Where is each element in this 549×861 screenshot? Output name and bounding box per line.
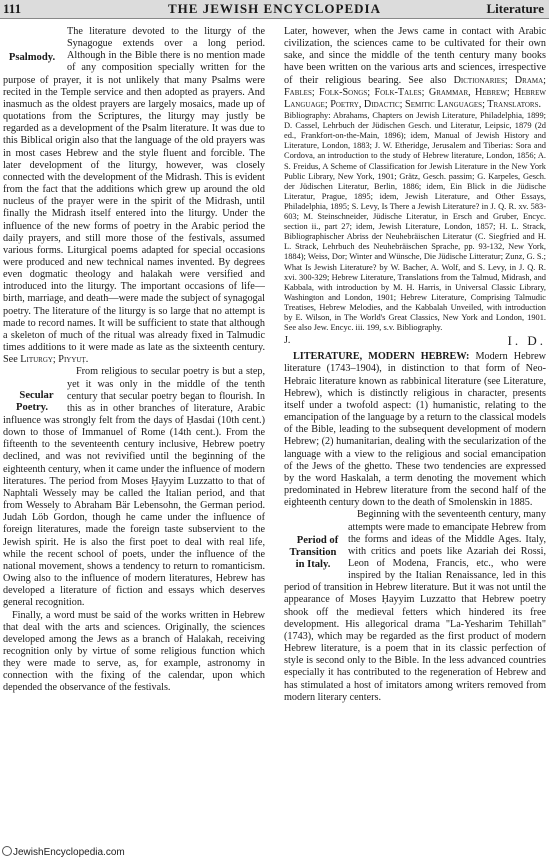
signature-right: I. D. [507,333,546,349]
liturgy-text: The literature devoted to the liturgy of the Synagogue extends over a long period. Although in the Bible there is no mention made of any composition specially written for the purpose of prayer, it is not unlikely that many Psalms were recited in the Temple service and then adopted as prayers. And inasmuch as the oldest prayers are largely mosaics, made up of quotations from the Scriptures, the liturgy may justly be regarded as a development of the Psalm literature. It was due to this Biblical origin also that the language of the old prayers was in most cases Hebrew and the style fluent and forcible. The later development of the liturgy, however, was closely connected with the development of the Midrash. This is evident from the fact that the additions which grew up around the old nucleus of the prayer were in the spirit of the Midrash, until finally the Midrash itself entered into the liturgy. Under the influence of the new forms of poetry in the Arabic period the daily prayers, and still more those of the festivals, assumed various forms. Liturgical poems adapted for special occasions were produced and new technical names invented. By degrees even dogmatic theology and halakah were versified and introduced into the liturgy. The important occasions of life—birth, marriage, and death—were made the subject of synagogal poetry. The literature of the liturgy is so large that no attempt is made to record names. It will be sufficient to state that although a skeleton of much of the ritual was already fixed in Talmudic times additions to it were made as late as the sixteenth century. See [3,26,265,366]
sidenote-psalmody: Psalmody. [8,52,56,63]
signature [284,335,546,347]
copyright-icon [2,846,12,856]
left-column [3,26,265,695]
sciences-continuation [284,26,546,111]
modern-hebrew-text: Modern Hebrew literature (1743–1904), in distinction to that form of Neo-Hebraic literature known as rabbinical literature (see Literature, Hebrew), which is distinctly religious in character, presents itself under a twofold aspect: (1) humanistic, relating to the emancipation of the language by a return to the classical models of the Bible, leading to the subsequent development of modern Hebrew; (2) humanitarian, dealing with the secularization of the language with a view to the religious and social emancipation of the Jews of the ghetto. These two tendencies are expressed by the word Haskalah, a term denoting the movement which predominated in Hebrew literature from the second half of the eighteenth century down to the death of Smolenskin in 1885. [284,351,546,509]
liturgy-see-also[interactable]: Liturgy; Piyyuṭ. [20,354,89,366]
sidenote-secular-poetry: Secular Poetry. [15,390,54,414]
page-header [0,0,549,19]
page-number: 111 [3,1,22,16]
transition-text: Beginning with the seventeenth century, many attempts were made to emancipate Hebrew from the forms and ideas of the Middle Ages. Italy, with critics and poets like Azariah dei Rossi, Leon of Modena, Francis, etc., who were inspired by the Italian Renaissance, led in this period of transition in Hebrew literature. But it was not until the appearance of Moses Ḥayyim Luzzatto that Hebrew poetry shook off the medieval fetters which hindered its free development. His allegorical drama "La-Yesharim Tehillah" (1743), which may be regarded as the first product of modern Hebrew literature, is a poem that in its classic perfection of style is second only to the Bible. In the less advanced countries especially it has contributed to the regeneration of Hebrew and has stimulated a host of imitators among writers removed from modern literary centers. [284,509,547,703]
bibliography: Bibliography: Abrahams, Chapters on Jewish Literature, Philadelphia, 1899; D. Cassel, Lehrbuch der Jüdischen Gesch. und Literatur, Leipsic, 1879 (2d ed., Frankfort-on-the-Main, 1896); idem, Manual of Jewish History and Literature, London, 1883; J. W. Etheridge, Jerusalem and Tiberias: Sora and Cordova, an introduction to the study of Hebrew literature, London, 1856; A. S. Freidus, A Scheme of Classification for Jewish Literature in the New York Public Library, New York, 1901; Grätz, Gesch. passim; G. Karpeles, Gesch. der Jüdischen Literatur, Berlin, 1886; idem, Ein Blick in die Jüdische Literatur, Prague, 1895; idem, Jewish Literature, and Other Essays, Philadelphia, 1895; S. Levy, Is There a Jewish Literature? in J. Q. R. xv. 583-603; M. Steinschneider, Jüdische Literatur, in Ersch and Gruber, Encyc. section ii., part 27; idem, Jewish Literature, London, 1857; H. L. Strack, Bibliographischer Abriss der Neuhebräischen Literatur (C. Siegfried and H. L. Strack, Lehrbuch des Neuhebräischen Sprache, pp. 93-132, New York, 1884); Weiss, Dor; Winter and Wünsche, Die Jüdische Litteratur; Zunz, G. S.; What Is Jewish Literature? by W. Bacher, A. Wolf, and S. Levy, in J. Q. R. xvi. 300-329; Hebrew Literature, Translations from the Talmud, Midrash, and Kabbala, with introduction by M. H. Harris, in Universal Classic Library, Washington and London, 1901; Hebrew Literature, Comprising Talmudic Treatises, Hebrew Melodies, and the Kabbalah Unveiled, with introduction by E. Wilson, in The World's Great Classics, New York and London, 1901. See also Jew. Encyc. iii. 199, s.v. Bibliography. [284,111,546,333]
liturgy-paragraph [3,26,265,366]
section-title: Literature [486,1,544,16]
article-title: LITERATURE, MODERN HEBREW: [293,351,470,363]
sciences-paragraph: Finally, a word must be said of the works written in Hebrew that deal with the arts and sciences. Originally, the sciences developed among the Jews as a branch of Halakah, receiving recognition only by virtue of some religious function which they were made to serve, as, for example, astronomy in connection with the fixing of the calendar, upon which depended the observance of the festivals. [3,609,265,694]
secular-poetry-text: From religious to secular poetry is but a step, yet it was only in the middle of the tenth century that secular poetry began to flourish. In this as in other branches of literature, Arabic influence was strongly felt from the days of Ḥasdai (10th cent.) down to those of Immanuel of Rome (14th cent.). From the fifteenth to the seventeenth century inclusive, Hebrew poetry declined, and was not revivified until the beginning of the eighteenth century, when it came under the influence of modern literatures. The period from Moses Ḥayyim Luzzatto to that of Naphtali Wessely may be called the Italian period, and that from Wessely to Abraham Bär Lebensohn, the German period. Judah Löb Gordon, though he came under the influence of foreign literatures, made the foreign taste subservient to the Jewish spirit. He is also the first poet to deal with real life, while the recent school of poets, under the influence of the national movement, shows a tendency to return to romanticism. Owing also to the influence of modern literatures, Hebrew has developed a literature of fiction and essays which deserves general recognition. [3,366,265,609]
sidenote-transition-italy: Period of Transition in Italy. [289,535,339,571]
modern-hebrew-paragraph [284,351,546,509]
sciences-continuation-text: Later, however, when the Jews came in contact with Arabic civilization, the sciences came to be cultivated for their own sake, and since the middle of the tenth century many books have been written on the various arts and sciences, irrespective of their religious bearing. See also [284,26,546,86]
secular-poetry-paragraph [3,366,265,609]
footer[interactable] [2,846,125,858]
running-title: THE JEWISH ENCYCLOPEDIA [168,1,381,16]
transition-paragraph [284,509,546,704]
right-column [284,26,546,704]
signature-left: J. [284,335,291,347]
footer-site[interactable]: JewishEncyclopedia.com [13,847,125,858]
sciences-see-also[interactable]: Dictionaries; Drama; Fables; Folk-Songs; Folk-Tales; Grammar, Hebrew; Hebrew Language; Poetry, Didactic; Semitic Languages; Translators. [284,74,546,110]
